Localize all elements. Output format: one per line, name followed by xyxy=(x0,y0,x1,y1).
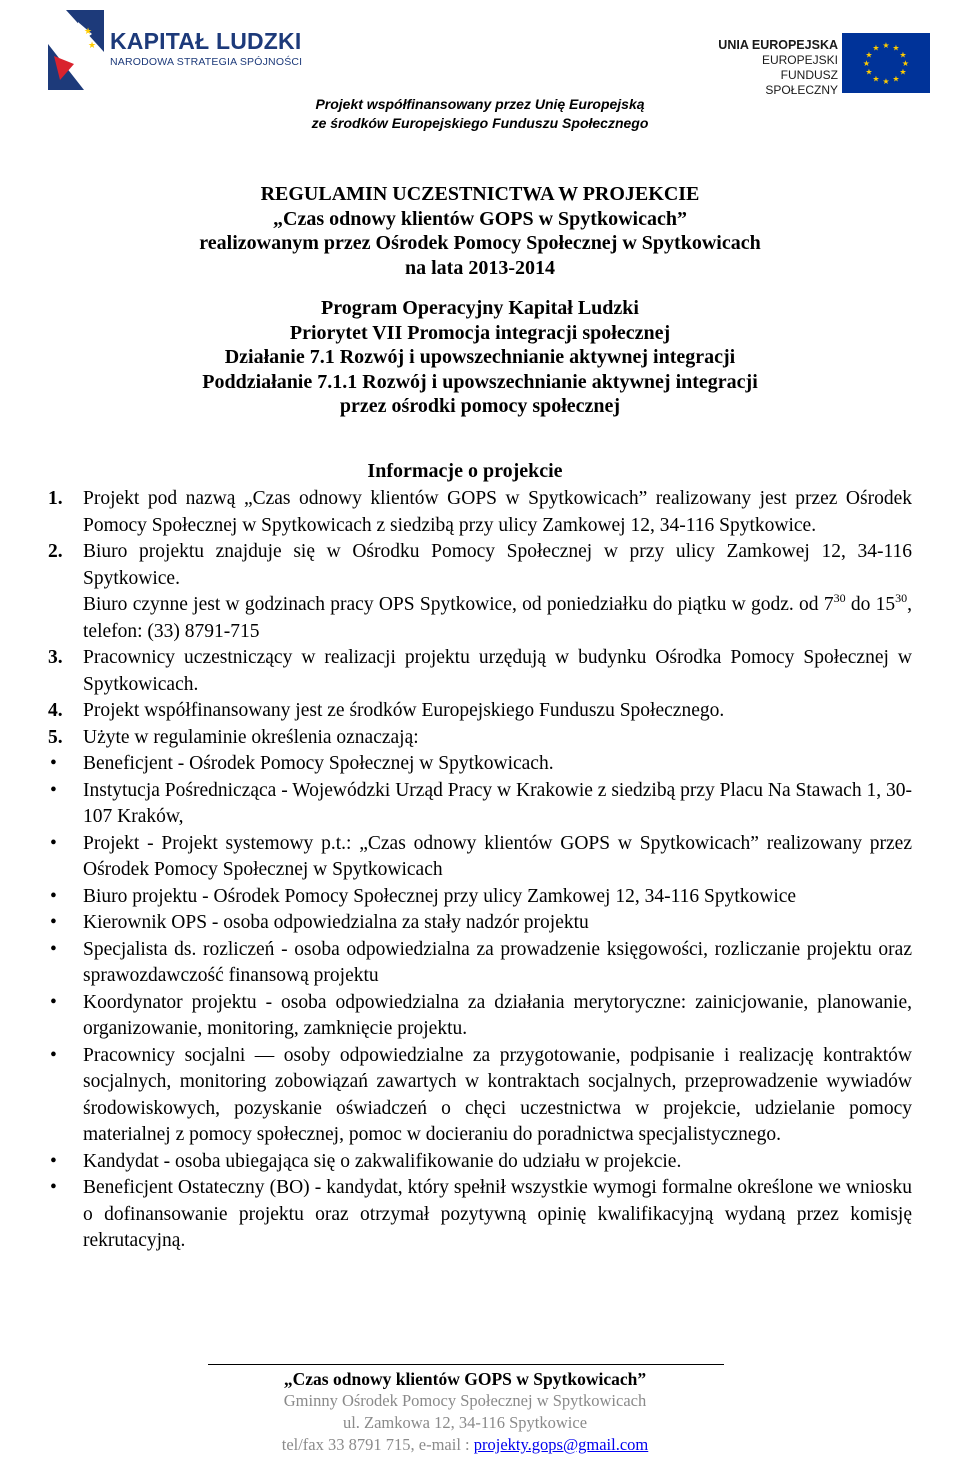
svg-text:★: ★ xyxy=(872,43,880,53)
numbered-item-1 xyxy=(48,486,912,539)
definition-text: Biuro projektu - Ośrodek Pomocy Społecznej przy ulicy Zamkowej 12, 34-116 Spytkowice xyxy=(83,885,797,907)
bullet-icon: • xyxy=(50,832,57,854)
definition-item xyxy=(48,1043,912,1149)
svg-text:★: ★ xyxy=(872,74,880,84)
bullet-icon: • xyxy=(50,938,57,960)
item-text: Projekt pod nazwą „Czas odnowy klientów GOPS w Spytkowicach” realizowany jest przez Ośrodek Pomocy Społecznej w Spytkowicach z siedzibą przy ulicy Zamkowej 12, 34-116 Spytkowice. xyxy=(83,488,912,536)
office-hours-phone: , telefon: (33) 8791-715 xyxy=(83,594,912,642)
definition-text: Koordynator projektu - osoba odpowiedzialna za działania merytoryczne: zainicjowanie, planowanie, organizowanie, monitoring, zamknięcie projektu. xyxy=(83,991,912,1039)
footer-address: ul. Zamkowa 12, 34-116 Spytkowice xyxy=(342,1413,588,1432)
bullet-icon: • xyxy=(50,912,57,933)
definition-item xyxy=(48,884,912,911)
office-hours-mid: do 15 xyxy=(845,594,896,615)
program-info xyxy=(0,296,960,419)
svg-text:★: ★ xyxy=(882,41,890,50)
office-hours-sup-2: 30 xyxy=(895,591,908,605)
svg-text:★: ★ xyxy=(865,67,873,77)
item-number: 1. xyxy=(48,488,63,509)
program-line-2: Priorytet VII Promocja integracji społecznej xyxy=(289,321,671,344)
program-line-3: Działanie 7.1 Rozwój i upowszechnianie aktywnej integracji xyxy=(224,346,736,368)
title-line-1: REGULAMIN UCZESTNICTWA W PROJEKCIE xyxy=(260,183,700,205)
item-text: Biuro projektu znajduje się w Ośrodku Pomocy Społecznej w przy ulicy Zamkowej 12, 34-116 Spytkowice. xyxy=(83,541,912,589)
definition-item xyxy=(48,937,912,990)
program-line-1: Program Operacyjny Kapitał Ludzki xyxy=(321,297,639,319)
title-line-4: na lata 2013-2014 xyxy=(405,256,555,279)
kapital-ludzki-title: KAPITAŁ LUDZKI xyxy=(110,28,302,54)
bullet-icon: • xyxy=(50,779,57,801)
numbered-item-2 xyxy=(48,539,912,592)
item-text: Użyte w regulaminie określenia oznaczają: xyxy=(83,726,419,748)
program-line-4: Poddziałanie 7.1.1 Rozwój i upowszechnianie aktywnej integracji xyxy=(202,370,758,393)
svg-text:★: ★ xyxy=(862,59,871,68)
bullet-icon: • xyxy=(50,753,57,774)
definition-text: Specjalista ds. rozliczeń - osoba odpowiedzialna za prowadzenie księgowości, rozliczanie projektu oraz sprawozdawczość finansową projektu xyxy=(83,938,912,986)
bullet-icon: • xyxy=(50,1177,57,1198)
svg-text:★: ★ xyxy=(882,77,890,86)
numbered-item-3 xyxy=(48,645,912,698)
definition-item xyxy=(48,778,912,831)
eu-line-2: EUROPEJSKI xyxy=(761,53,838,67)
definition-text: Projekt - Projekt systemowy p.t.: „Czas odnowy klientów GOPS w Spytkowicach” realizowany przez Ośrodek Pomocy Społecznej w Spytkowicach xyxy=(83,832,912,880)
page-footer xyxy=(0,1368,930,1456)
footer-organization: Gminny Ośrodek Pomocy Społecznej w Spytkowicach xyxy=(283,1391,647,1410)
svg-text:★: ★ xyxy=(899,67,907,77)
bullet-icon: • xyxy=(50,1044,57,1066)
kapital-ludzki-logo xyxy=(44,4,303,96)
item-number: 5. xyxy=(48,726,63,748)
numbered-item-4 xyxy=(48,698,912,725)
svg-text:★: ★ xyxy=(901,59,910,68)
kapital-ludzki-subtitle: NARODOWA STRATEGIA SPÓJNOŚCI xyxy=(110,56,303,68)
cofinancing-note xyxy=(230,95,730,133)
definition-text: Instytucja Pośrednicząca - Wojewódzki Urząd Pracy w Krakowie z siedzibą przy Placu Na Stawach 1, 30-107 Kraków, xyxy=(83,779,912,827)
bullet-icon: • xyxy=(50,885,57,907)
svg-text:★: ★ xyxy=(892,74,900,84)
svg-text:★: ★ xyxy=(88,41,97,51)
svg-text:★: ★ xyxy=(892,43,900,53)
definition-text: Beneficjent - Ośrodek Pomocy Społecznej w Spytkowicach. xyxy=(83,753,554,774)
eu-text-block xyxy=(708,38,838,98)
definition-text: Pracownicy socjalni — osoby odpowiedzialne za przygotowanie, podpisanie i realizację kontraktów socjalnych, monitoring zobowiązań zawartych w kontraktach socjalnych, przeprowadzenie wywiadów środowiskowych, pozyskanie oświadczeń o chęci uczestnictwa w projekcie, udzielanie pomocy materialnej z pomocy społecznej, pomoc w docieraniu do poradnictwa specjalistycznego. xyxy=(83,1044,912,1145)
item-number: 4. xyxy=(48,700,63,721)
svg-text:★: ★ xyxy=(84,27,93,37)
document-title xyxy=(0,182,960,280)
bullet-icon: • xyxy=(50,1150,57,1172)
footer-divider xyxy=(208,1364,724,1365)
bullet-icon: • xyxy=(50,991,57,1013)
title-line-2: „Czas odnowy klientów GOPS w Spytkowicach” xyxy=(273,207,687,230)
item-text: Pracownicy uczestniczący w realizacji projektu urzędują w budynku Ośrodka Pomocy Społecznej w Spytkowicach. xyxy=(83,647,912,695)
eu-line-1: UNIA EUROPEJSKA xyxy=(718,38,838,52)
item-number: 3. xyxy=(48,647,63,668)
definition-text: Beneficjent Ostateczny (BO) - kandydat, który spełnił wszystkie wymogi formalne określone we wniosku o dofinansowanie projektu oraz otrzymał pozytywną opinię kwalifikacyjną wydaną przez komisję rekrutacyjną. xyxy=(83,1177,912,1251)
definition-item xyxy=(48,751,912,778)
title-line-3: realizowanym przez Ośrodek Pomocy Społecznej w Spytkowicach xyxy=(199,232,761,254)
definition-item xyxy=(48,910,912,937)
office-hours xyxy=(48,592,912,645)
kapital-ludzki-logo-icon xyxy=(44,4,110,96)
cofinancing-line-2: ze środków Europejskiego Funduszu Społecznego xyxy=(311,115,649,131)
definition-item xyxy=(48,831,912,884)
item-number: 2. xyxy=(48,541,63,562)
svg-text:★: ★ xyxy=(865,50,873,60)
cofinancing-line-1: Projekt współfinansowany przez Unię Europejską xyxy=(315,96,645,112)
item-text: Projekt współfinansowany jest ze środków Europejskiego Funduszu Społecznego. xyxy=(83,700,725,721)
definition-item xyxy=(48,990,912,1043)
office-hours-text: Biuro czynne jest w godzinach pracy OPS Spytkowice, od poniedziałku do piątku w godz. od 7 xyxy=(83,594,834,615)
program-line-5: przez ośrodki pomocy społecznej xyxy=(339,395,621,417)
numbered-item-5 xyxy=(48,725,912,752)
definition-text: Kierownik OPS - osoba odpowiedzialna za stały nadzór projektu xyxy=(83,912,589,933)
eu-line-3: FUNDUSZ SPOŁECZNY xyxy=(765,68,838,97)
definition-item xyxy=(48,1149,912,1176)
footer-phone: tel/fax 33 8791 715, e-mail : xyxy=(281,1435,474,1454)
footer-contact xyxy=(0,1434,930,1456)
document-body xyxy=(48,486,912,1255)
footer-project-name: „Czas odnowy klientów GOPS w Spytkowicach” xyxy=(283,1369,647,1389)
svg-text:★: ★ xyxy=(899,50,907,60)
footer-email-link[interactable]: projekty.gops@gmail.com xyxy=(473,1435,649,1454)
eu-flag-icon xyxy=(842,33,930,93)
definition-text: Kandydat - osoba ubiegająca się o zakwalifikowanie do udziału w projekcie. xyxy=(83,1150,682,1172)
section-heading: Informacje o projekcie xyxy=(367,460,563,482)
definition-item xyxy=(48,1175,912,1255)
office-hours-sup-1: 30 xyxy=(833,591,846,605)
